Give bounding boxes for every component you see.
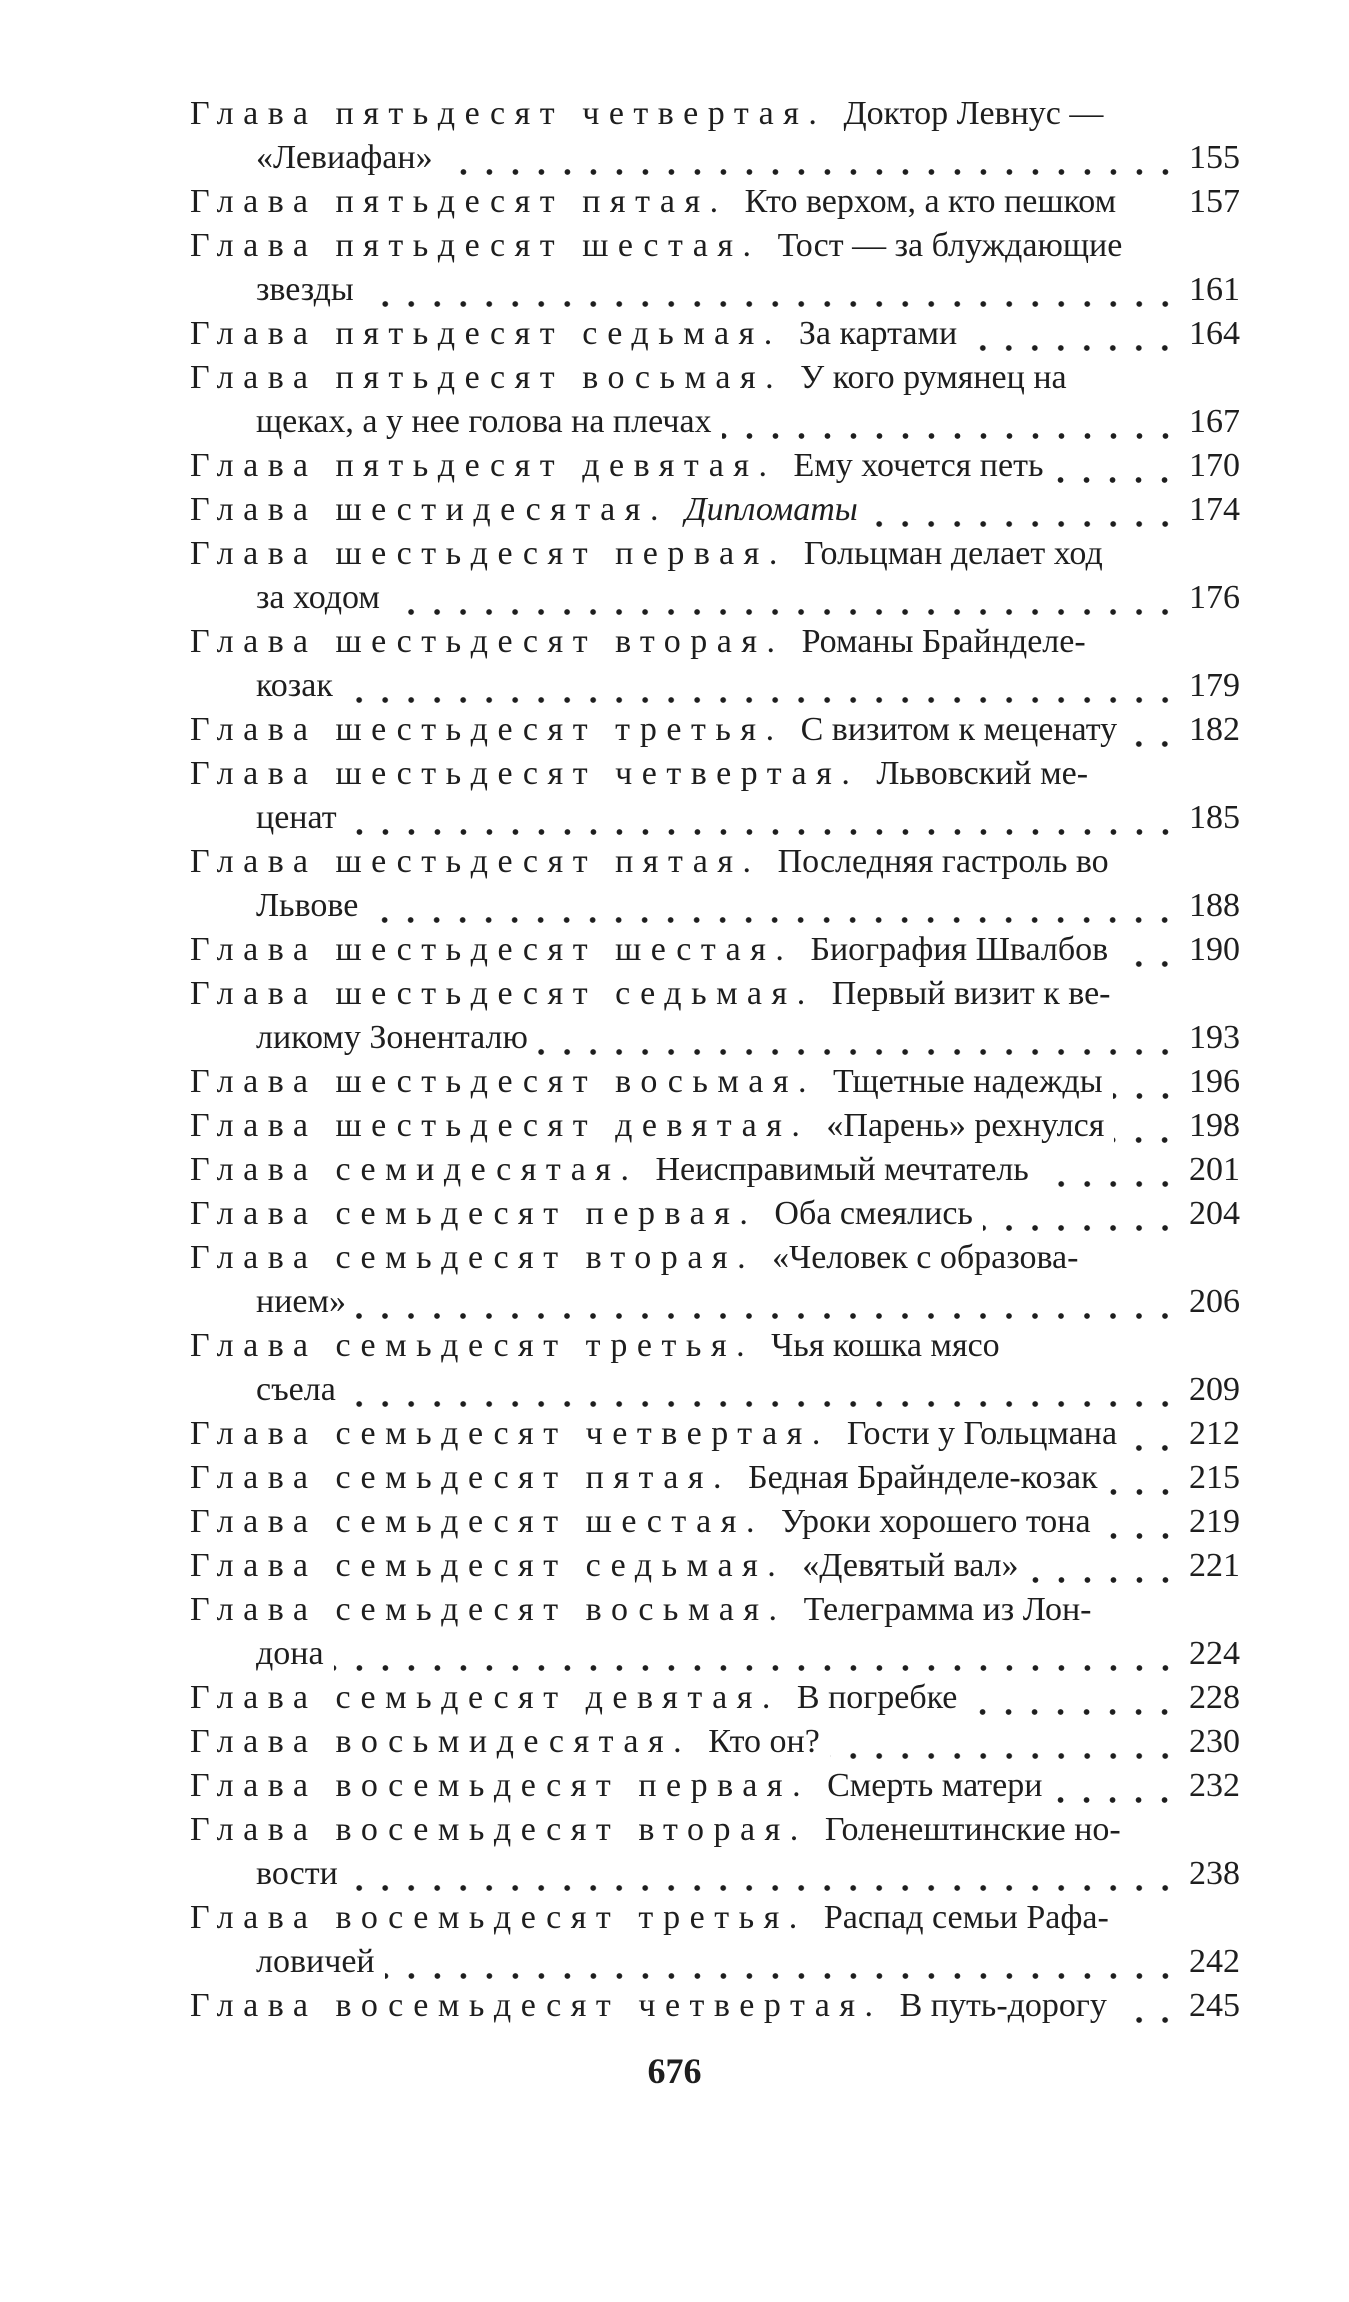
chapter-title: ценат [256,799,337,836]
toc-entry-first-line [190,620,1240,664]
toc-entry-first-line [190,224,1240,268]
toc-entry-continuation-line [190,576,1240,620]
dot-leader [983,1202,1178,1236]
chapter-title: С визитом к меценату [800,711,1118,748]
dot-leader [356,1290,1178,1324]
chapter-page-number: 155 [1189,139,1240,176]
toc-entry [190,1676,1240,1720]
chapter-label: Глава семьдесят четвертая. [190,1415,830,1452]
dot-leader [1029,1554,1178,1588]
toc-entry-first-line [190,1324,1240,1368]
dot-leader [348,1862,1178,1896]
toc-entry-first-line [190,752,1240,796]
chapter-title: за ходом [256,579,380,616]
dot-leader [1114,1114,1178,1148]
toc-entry [190,928,1240,972]
toc-entry-continuation-line [190,400,1240,444]
chapter-title: Доктор Левнус — [843,95,1104,132]
chapter-page-number: 182 [1189,711,1240,748]
chapter-page-number: 212 [1189,1415,1240,1452]
table-of-contents [190,92,1240,2028]
chapter-page-number: 190 [1189,931,1240,968]
chapter-label: Глава семьдесят седьмая. [190,1547,786,1584]
chapter-label: Глава восемьдесят вторая. [190,1811,808,1848]
toc-entry-first-line [190,92,1240,136]
dot-leader [346,1378,1178,1412]
toc-entry-first-line [190,180,1240,224]
toc-entry [190,752,1240,840]
toc-entry-continuation-line [190,1632,1240,1676]
toc-entry-continuation-line [190,1940,1240,1984]
toc-entry [190,180,1240,224]
chapter-title: Оба смеялись [774,1195,973,1232]
toc-entry [190,1456,1240,1500]
chapter-title: съела [256,1371,336,1408]
toc-entry [190,1412,1240,1456]
chapter-page-number: 185 [1189,799,1240,836]
toc-entry-first-line [190,928,1240,972]
dot-leader [722,410,1178,444]
chapter-label: Глава шестьдесят восьмая. [190,1063,817,1100]
chapter-title: Смерть матери [827,1767,1043,1804]
chapter-page-number: 174 [1189,491,1240,528]
chapter-page-number: 242 [1189,1943,1240,1980]
dot-leader [343,674,1178,708]
chapter-label: Глава шестьдесят шестая. [190,931,794,968]
dot-leader [830,1730,1178,1764]
toc-entry [190,620,1240,708]
toc-entry-first-line [190,312,1240,356]
chapter-title: Ему хочется петь [793,447,1044,484]
chapter-label: Глава пятьдесят восьмая. [190,359,784,396]
toc-entry-first-line [190,1192,1240,1236]
chapter-page-number: 201 [1189,1151,1240,1188]
dot-leader [364,278,1178,312]
chapter-page-number: 196 [1189,1063,1240,1100]
chapter-title: ликому Зоненталю [256,1019,528,1056]
toc-entry [190,1544,1240,1588]
chapter-title: Первый визит к ве- [831,975,1111,1012]
toc-entry-first-line [190,1456,1240,1500]
chapter-label: Глава пятьдесят седьмая. [190,315,782,352]
toc-entry-first-line [190,1236,1240,1280]
toc-entry [190,1192,1240,1236]
toc-entry [190,840,1240,928]
toc-entry-first-line [190,708,1240,752]
toc-entry [190,224,1240,312]
dot-leader [868,498,1178,532]
dot-leader [385,1950,1178,1984]
chapter-label: Глава семьдесят вторая. [190,1239,756,1276]
toc-entry-continuation-line [190,136,1240,180]
dot-leader [967,1686,1178,1720]
dot-leader [347,806,1178,840]
dot-leader [334,1642,1178,1676]
toc-entry-first-line [190,444,1240,488]
chapter-label: Глава семьдесят восьмая. [190,1591,787,1628]
dot-leader [1117,1994,1178,2028]
chapter-label: Глава шестьдесят девятая. [190,1107,810,1144]
toc-entry [190,1324,1240,1412]
chapter-label: Глава пятьдесят девятая. [190,447,777,484]
chapter-title: Тщетные надежды [833,1063,1103,1100]
chapter-title: «Левиафан» [256,139,433,176]
chapter-title: «Человек с образова- [772,1239,1079,1276]
chapter-page-number: 193 [1189,1019,1240,1056]
toc-entry-continuation-line [190,1280,1240,1324]
dot-leader [443,146,1178,180]
chapter-label: Глава семьдесят девятая. [190,1679,780,1716]
toc-entry [190,92,1240,180]
chapter-title: Львовский ме- [876,755,1089,792]
chapter-title: Голенештинские но- [824,1811,1121,1848]
toc-entry-first-line [190,1588,1240,1632]
chapter-title: дона [256,1635,324,1672]
toc-entry-first-line [190,1676,1240,1720]
chapter-label: Глава семьдесят первая. [190,1195,758,1232]
chapter-label: Глава восемьдесят первая. [190,1767,811,1804]
chapter-label: Глава восьмидесятая. [190,1723,692,1760]
chapter-label: Глава шестьдесят пятая. [190,843,761,880]
chapter-label: Глава семидесятая. [190,1151,639,1188]
chapter-title: Биография Швалбов [810,931,1109,968]
toc-entry [190,1236,1240,1324]
chapter-page-number: 228 [1189,1679,1240,1716]
chapter-label: Глава пятьдесят четвертая. [190,95,827,132]
chapter-page-number: 188 [1189,887,1240,924]
chapter-label: Глава шестидесятая. [190,491,668,528]
chapter-page-number: 176 [1189,579,1240,616]
chapter-title: вости [256,1855,338,1892]
chapter-title: В путь-дорогу [899,1987,1107,2024]
chapter-page-number: 167 [1189,403,1240,440]
chapter-page-number: 157 [1189,183,1240,220]
dot-leader [1127,718,1178,752]
chapter-label: Глава шестьдесят седьмая. [190,975,815,1012]
chapter-title: Гольцман делает ход [803,535,1103,572]
dot-leader [1101,1510,1178,1544]
chapter-page-number: 206 [1189,1283,1240,1320]
toc-entry [190,972,1240,1060]
chapter-title: щеках, а у нее голова на плечах [256,403,712,440]
toc-entry-first-line [190,1984,1240,2028]
chapter-title: В погребке [796,1679,958,1716]
toc-entry [190,1104,1240,1148]
chapter-title: Гости у Гольцмана [846,1415,1118,1452]
toc-entry-first-line [190,1544,1240,1588]
chapter-title: Последняя гастроль во [777,843,1109,880]
dot-leader [1118,938,1178,972]
toc-entry [190,1148,1240,1192]
toc-entry-continuation-line [190,268,1240,312]
chapter-page-number: 170 [1189,447,1240,484]
toc-entry [190,1060,1240,1104]
dot-leader [538,1026,1178,1060]
chapter-title: Чья кошка мясо [771,1327,1000,1364]
chapter-page-number: 224 [1189,1635,1240,1672]
dot-leader [1039,1158,1178,1192]
chapter-title: Кто он? [708,1723,820,1760]
chapter-title: козак [256,667,333,704]
chapter-page-number: 245 [1189,1987,1240,2024]
toc-entry [190,1984,1240,2028]
chapter-title: нием» [256,1283,346,1320]
dot-leader [1108,1466,1178,1500]
toc-entry [190,1764,1240,1808]
chapter-page-number: 164 [1189,315,1240,352]
toc-entry-first-line [190,1720,1240,1764]
chapter-label: Глава восемьдесят четвертая. [190,1987,883,2024]
toc-entry [190,488,1240,532]
toc-entry-continuation-line [190,796,1240,840]
toc-entry-first-line [190,1808,1240,1852]
chapter-page-number: 219 [1189,1503,1240,1540]
chapter-page-number: 238 [1189,1855,1240,1892]
toc-entry-first-line [190,1764,1240,1808]
dot-leader [390,586,1178,620]
toc-entry-first-line [190,1104,1240,1148]
toc-entry [190,312,1240,356]
toc-entry-first-line [190,1500,1240,1544]
toc-entry-first-line [190,532,1240,576]
dot-leader [967,322,1178,356]
toc-entry [190,1896,1240,1984]
toc-entry [190,532,1240,620]
chapter-title: Тост — за блуждающие [777,227,1123,264]
chapter-label: Глава шестьдесят вторая. [190,623,785,660]
toc-entry-first-line [190,1060,1240,1104]
toc-entry-first-line [190,840,1240,884]
chapter-title: «Парень» рехнулся [826,1107,1105,1144]
dot-leader [1053,454,1178,488]
chapter-title: Телеграмма из Лон- [803,1591,1092,1628]
toc-entry-first-line [190,1148,1240,1192]
toc-entry-first-line [190,1412,1240,1456]
chapter-page-number: 232 [1189,1767,1240,1804]
chapter-page-number: 204 [1189,1195,1240,1232]
chapter-title: Распад семьи Рафа- [823,1899,1109,1936]
toc-entry-first-line [190,1896,1240,1940]
chapter-title: «Девятый вал» [802,1547,1019,1584]
chapter-label: Глава пятьдесят шестая. [190,227,761,264]
chapter-title: звезды [256,271,354,308]
chapter-label: Глава шестьдесят первая. [190,535,787,572]
toc-entry-continuation-line [190,1368,1240,1412]
chapter-page-number: 215 [1189,1459,1240,1496]
chapter-label: Глава шестьдесят третья. [190,711,784,748]
page-number: 676 [647,2051,702,2091]
toc-entry-first-line [190,356,1240,400]
dot-leader [1127,1422,1178,1456]
chapter-label: Глава семьдесят пятая. [190,1459,732,1496]
dot-leader [1113,1070,1178,1104]
chapter-title: У кого румянец на [800,359,1067,396]
dot-leader [1052,1774,1178,1808]
chapter-label: Глава семьдесят шестая. [190,1503,764,1540]
toc-entry-first-line [190,488,1240,532]
toc-entry-first-line [190,972,1240,1016]
chapter-page-number: 161 [1189,271,1240,308]
toc-entry-continuation-line [190,664,1240,708]
chapter-title: Бедная Брайнделе-козак [748,1459,1098,1496]
toc-entry [190,444,1240,488]
toc-entry [190,708,1240,752]
chapter-title: Уроки хорошего тона [780,1503,1091,1540]
chapter-page-number: 198 [1189,1107,1240,1144]
toc-entry-continuation-line [190,1016,1240,1060]
chapter-title: Кто верхом, а кто пешком [744,183,1117,220]
toc-entry [190,1808,1240,1896]
toc-entry-continuation-line [190,1852,1240,1896]
toc-entry [190,1720,1240,1764]
chapter-label: Глава шестьдесят четвертая. [190,755,860,792]
chapter-label: Глава восемьдесят третья. [190,1899,807,1936]
chapter-label: Глава пятьдесят пятая. [190,183,728,220]
toc-entry [190,1500,1240,1544]
chapter-title: Львове [256,887,359,924]
toc-entry-continuation-line [190,884,1240,928]
toc-entry [190,1588,1240,1676]
chapter-page-number: 221 [1189,1547,1240,1584]
chapter-page-number: 230 [1189,1723,1240,1760]
chapter-title: За картами [798,315,958,352]
chapter-title: ловичей [256,1943,375,1980]
dot-leader [368,894,1178,928]
chapter-title: Неисправимый мечтатель [655,1151,1029,1188]
chapter-page-number: 209 [1189,1371,1240,1408]
chapter-title: Романы Брайнделе- [801,623,1086,660]
toc-entry [190,356,1240,444]
chapter-title: Дипломаты [684,491,858,528]
chapter-label: Глава семьдесят третья. [190,1327,755,1364]
chapter-page-number: 179 [1189,667,1240,704]
